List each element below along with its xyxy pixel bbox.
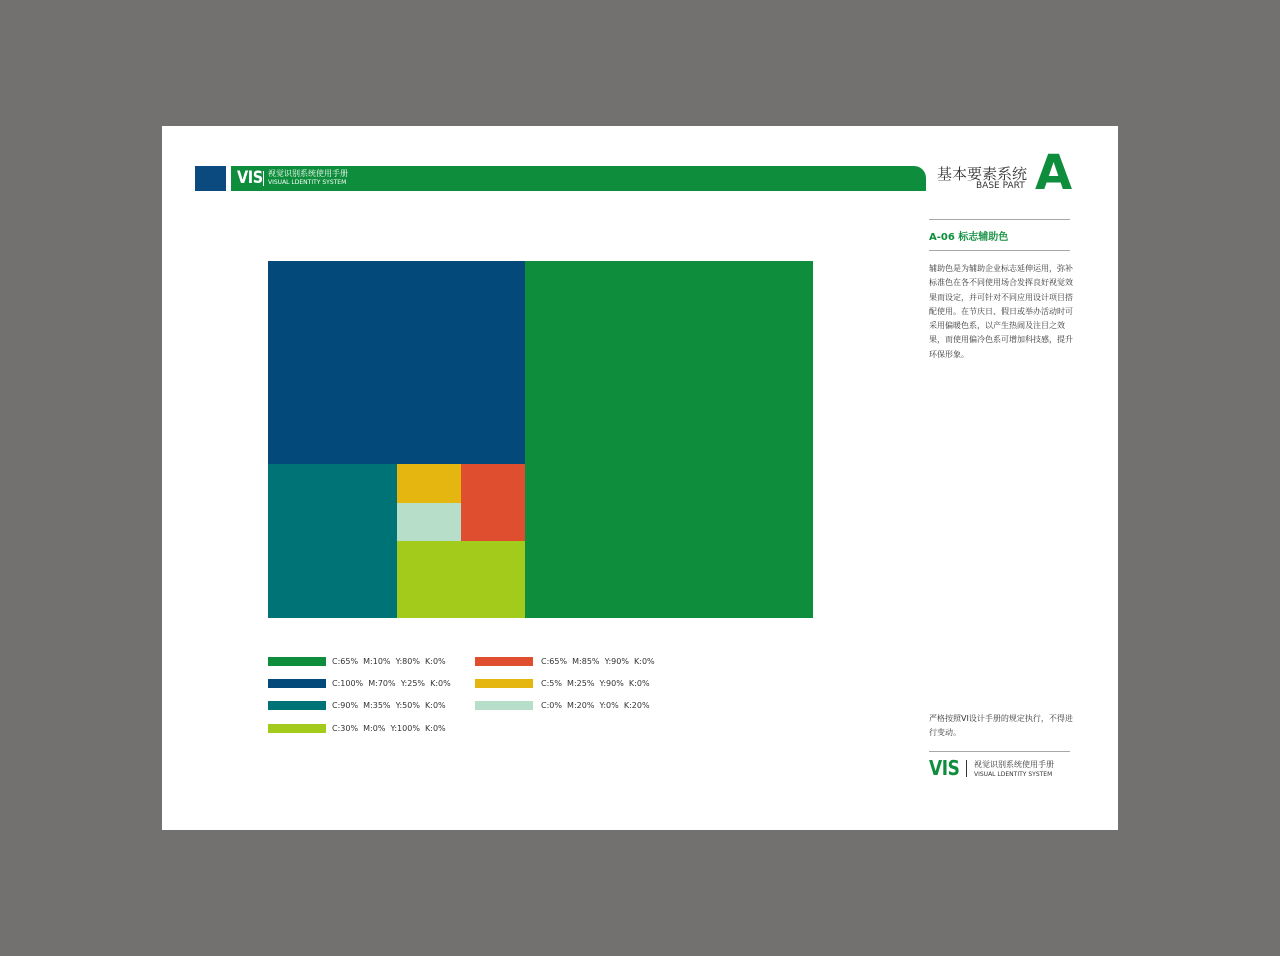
swatch-lime (268, 724, 326, 733)
lime-block (397, 541, 525, 618)
part-letter: A (1035, 145, 1073, 201)
swatch-label-green: C:65% M:10% Y:80% K:0% (332, 657, 446, 666)
divider-footer (929, 751, 1070, 752)
red-block (461, 464, 525, 541)
header-bar (231, 166, 926, 191)
header-square (195, 166, 226, 191)
header-title-cn: 视觉识别系统使用手册 (268, 169, 348, 178)
yellow-block (397, 464, 461, 503)
green-block (525, 261, 813, 618)
section-description: 辅助色是为辅助企业标志延伸运用，弥补标准色在各不同使用场合发挥良好视觉效果而设定，并可针对不同应用设计项目搭配使用。在节庆日、假日或举办活动时可采用偏暖色系，以产生热闹及注目之效果，而使用偏冷色系可增加科技感，提升环保形象。 (929, 264, 1073, 359)
header-vis-logo: VIS (237, 168, 263, 188)
swatch-red (475, 657, 533, 666)
swatch-navy (268, 679, 326, 688)
swatch-label-yellow: C:5% M:25% Y:90% K:0% (541, 679, 650, 688)
swatch-label-teal: C:90% M:35% Y:50% K:0% (332, 701, 446, 710)
footer-divider (966, 760, 967, 777)
divider-section (929, 250, 1070, 251)
divider-top (929, 219, 1070, 220)
swatch-label-mint: C:0% M:20% Y:0% K:20% (541, 701, 650, 710)
part-title: 基本要素系统 (937, 165, 1028, 183)
usage-note: 严格按照VI设计手册的规定执行，不得进行变动。 (929, 714, 1073, 737)
navy-block (268, 261, 525, 464)
swatch-label-lime: C:30% M:0% Y:100% K:0% (332, 724, 446, 733)
manual-page (162, 126, 1118, 830)
header-divider (263, 171, 264, 186)
swatch-green (268, 657, 326, 666)
mint-block (397, 503, 461, 541)
header-title-en: VISUAL LDENTITY SYSTEM (268, 179, 347, 186)
swatch-mint (475, 701, 533, 710)
swatch-label-red: C:65% M:85% Y:90% K:0% (541, 657, 655, 666)
footer-title-en: VISUAL LDENTITY SYSTEM (974, 771, 1053, 778)
section-title: A-06 标志辅助色 (929, 232, 1009, 243)
footer-title-cn: 视觉识别系统使用手册 (974, 760, 1054, 769)
swatch-yellow (475, 679, 533, 688)
swatch-teal (268, 701, 326, 710)
part-subtitle: BASE PART (976, 181, 1025, 191)
footer-vis-logo: VIS (929, 756, 960, 780)
swatch-label-navy: C:100% M:70% Y:25% K:0% (332, 679, 451, 688)
teal-block (268, 464, 397, 618)
